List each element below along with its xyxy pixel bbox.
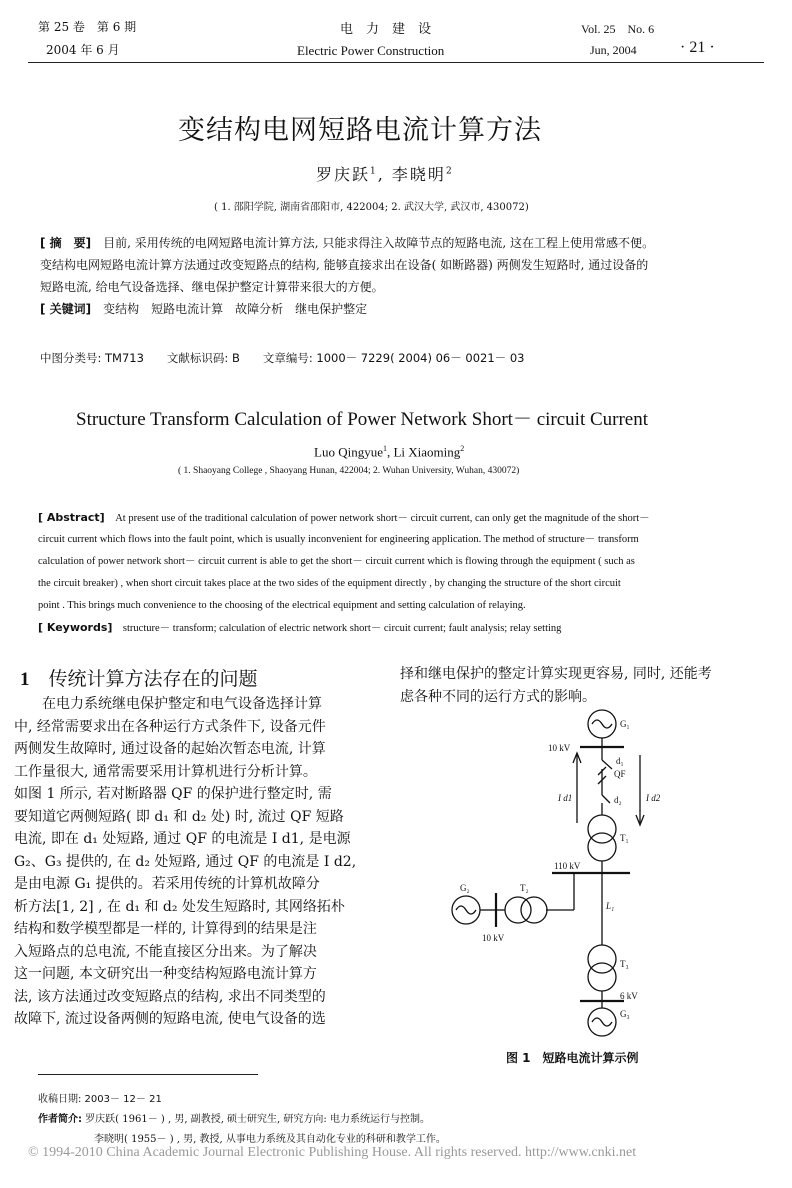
abstract-en-line-3: calculation of power network short－ circuit current is able to get the short－ circuit current which is flowing through the equipment ( such as (38, 556, 635, 567)
section-1-number: 1 (20, 669, 30, 690)
author-cn-2: , 李晓明 (377, 165, 446, 184)
label-t2: T₂ (520, 883, 529, 893)
keywords-cn-text: 变结构 短路电流计算 故障分析 继电保护整定 (103, 302, 368, 316)
section-1-left-line: 是由电源 G₁ 提供的。若采用传统的计算机故障分 (14, 876, 320, 892)
page-number: · 21 · (680, 39, 715, 56)
copyright-notice: © 1994-2010 China Academic Journal Electronic Publishing House. All rights reserved. http://www.cnki.net (28, 1145, 637, 1160)
header-rule (28, 62, 764, 63)
header-date-cn: 2004 年 6 月 (46, 43, 120, 57)
section-1-left-line: 结构和数学模型都是一样的, 计算得到的结果是注 (14, 921, 317, 937)
abstract-en-label: [ Abstract] (38, 511, 105, 524)
label-110kv: 110 kV (554, 861, 581, 871)
label-t3: T₃ (620, 959, 629, 969)
author-cn-1: 罗庆跃 (316, 165, 371, 184)
section-1-left-line: 电流, 即在 d₁ 处短路, 通过 QF 的电流是 I d1, 是电源 (14, 831, 351, 847)
label-id1: I d1 (558, 793, 573, 803)
author-en-1-sup: 1 (382, 444, 387, 453)
keywords-en (38, 617, 561, 640)
switch-d2 (602, 795, 610, 803)
section-1-left-line: 析方法[1, 2] , 在 d₁ 和 d₂ 处发生短路时, 其网络拓朴 (14, 898, 345, 915)
section-1-left-line: 要知道它两侧短路( 即 d₁ 和 d₂ 处) 时, 流过 QF 短路 (14, 808, 344, 825)
section-1-right-line-2: 虑各种不同的运行方式的影响。 (400, 689, 596, 705)
authors-en (314, 444, 464, 460)
author-en-1: Luo Qingyue (314, 444, 383, 460)
keywords-cn (40, 298, 367, 320)
section-1-heading (20, 664, 258, 691)
header-journal-en: Electric Power Construction (297, 43, 445, 58)
abstract-cn-line-1 (40, 232, 654, 254)
abstract-en-line-5: point . This brings much convenience to the choosing of the electrical equipment and setting calculation of relaying. (38, 600, 526, 611)
section-1-left-line: 故障下, 流过设备两侧的短路电流, 使电气设备的选 (14, 1011, 326, 1027)
author-cn-1-sup: 1 (370, 166, 378, 177)
footnote-author-1 (38, 1110, 430, 1125)
label-10kv-left: 10 kV (482, 933, 505, 943)
label-g2: G₂ (460, 883, 470, 893)
author-cn-2-sup: 2 (445, 166, 454, 177)
header-volume-en: Vol. 25 No. 6 (581, 22, 655, 36)
label-id2: I d2 (646, 793, 661, 803)
header-volume-cn: 第 25 卷 第 6 期 (38, 20, 137, 34)
affiliation-en: ( 1. Shaoyang College , Shaoyang Hunan, 422004; 2. Wuhan University, Wuhan, 430072) (178, 466, 520, 476)
label-d1: d₁ (616, 756, 624, 766)
classification-line: 中图分类号: TM713 文献标识码: B 文章编号: 1000－ 7229( 2004) 06－ 0021－ 03 (40, 351, 525, 365)
abstract-en-line-1 (38, 507, 650, 530)
transformer-t2-b (505, 897, 531, 923)
footnote-author-2: 李晓明( 1955－ ) , 男, 教授, 从事电力系统及其自动化专业的科研和教学工作。 (94, 1134, 446, 1145)
header-date-en: Jun, 2004 (590, 43, 637, 57)
section-1-left-line: 这一问题, 本文研究出一种变结构短路电流计算方 (14, 966, 317, 982)
footnote-rule (38, 1074, 258, 1075)
label-6kv: 6 kV (620, 991, 638, 1001)
figure-1-circuit (440, 705, 700, 1045)
section-1-left-line: 中, 经常需要求出在各种运行方式条件下, 设备元件 (14, 718, 326, 735)
paper-title-cn: 变结构电网短路电流计算方法 (178, 115, 542, 146)
author-en-2: , Li Xiaoming (386, 444, 461, 460)
label-d2: d₂ (614, 795, 622, 805)
section-1-left-line: 法, 该方法通过改变短路点的结构, 求出不同类型的 (14, 988, 326, 1005)
section-1-left-line: 如图 1 所示, 若对断路器 QF 的保护进行整定时, 需 (14, 786, 332, 802)
keywords-en-text: structure－ transform; calculation of electric network short－ circuit current; fault analysis; relay setting (122, 623, 562, 634)
label-qf: QF (614, 769, 626, 779)
header-journal-cn: 电 力 建 设 (340, 22, 432, 37)
switch-d1 (602, 760, 612, 769)
transformer-t2-a (521, 897, 547, 923)
abstract-en-line-4: the circuit breaker) , when short circuit takes place at the two sides of the equipment directly , by changing the structure of the short circuit (38, 578, 621, 589)
section-1-right-line-1: 择和继电保护的整定计算实现更容易, 同时, 还能考 (400, 666, 712, 682)
section-1-left-line: 在电力系统继电保护整定和电气设备选择计算 (14, 696, 322, 712)
authors-cn (316, 162, 454, 185)
label-g3: G₃ (620, 1009, 630, 1019)
keywords-en-label: [ Keywords] (38, 621, 113, 634)
label-l1: L₁ (606, 901, 615, 911)
abstract-cn-label: [ 摘 要] (40, 236, 92, 250)
affiliation-cn: ( 1. 邵阳学院, 湖南省邵阳市, 422004; 2. 武汉大学, 武汉市, 430072) (214, 202, 529, 213)
transformer-t1-b (588, 833, 616, 861)
figure-1-caption: 图 1 短路电流计算示例 (506, 1051, 639, 1065)
author-en-2-sup: 2 (460, 444, 465, 453)
transformer-t3-a (588, 945, 616, 973)
label-g1: G₁ (620, 719, 630, 729)
footnote-author-label: 作者简介: (38, 1114, 82, 1125)
section-1-left-line: 入短路点的总电流, 不能直接区分出来。为了解决 (14, 943, 317, 960)
abstract-en-text-1: At present use of the traditional calculation of power network short－ circuit current, can only get the magnitude of the short－ (115, 513, 650, 524)
footnote-author-1-text: 罗庆跃( 1961－ ) , 男, 副教授, 硕士研究生, 研究方向: 电力系统运行与控制。 (85, 1114, 430, 1125)
abstract-en-line-2: circuit current which flows into the fault point, which is usually inconvenient for engineering application. The method of structure－ transform (38, 534, 639, 545)
transformer-t3-b (588, 963, 616, 991)
section-1-left-line: 两侧发生故障时, 通过设备的起始次暂态电流, 计算 (14, 741, 326, 757)
label-t1: T₁ (620, 833, 629, 843)
abstract-cn-line-3: 短路电流, 给电气设备选择、继电保护整定计算带来很大的方便。 (40, 280, 384, 294)
keywords-cn-label: [ 关键词] (40, 302, 92, 316)
g1-wave (592, 720, 612, 728)
abstract-cn-text-1: 目前, 采用传统的电网短路电流计算方法, 只能求得注入故障节点的短路电流, 这在工程上使用常感不便。 (103, 236, 655, 250)
label-10kv-top: 10 kV (548, 743, 571, 753)
paper-title-en: Structure Transform Calculation of Power Network Short－ circuit Current (76, 409, 649, 430)
section-1-left-line: G₂、G₃ 提供的, 在 d₂ 处短路, 通过 QF 的电流是 I d2, (14, 853, 357, 870)
abstract-cn-line-2: 变结构电网短路电流计算方法通过改变短路点的结构, 能够直接求出在设备( 如断路器) 两侧发生短路时, 通过设备的 (40, 258, 649, 272)
transformer-t1-a (588, 815, 616, 843)
footnote-received: 收稿日期: 2003－ 12－ 21 (38, 1094, 162, 1105)
section-1-title: 传统计算方法存在的问题 (48, 668, 258, 690)
section-1-left-line: 工作量很大, 通常需要采用计算机进行分析计算。 (14, 763, 317, 780)
section-1-left-column (14, 693, 356, 1031)
